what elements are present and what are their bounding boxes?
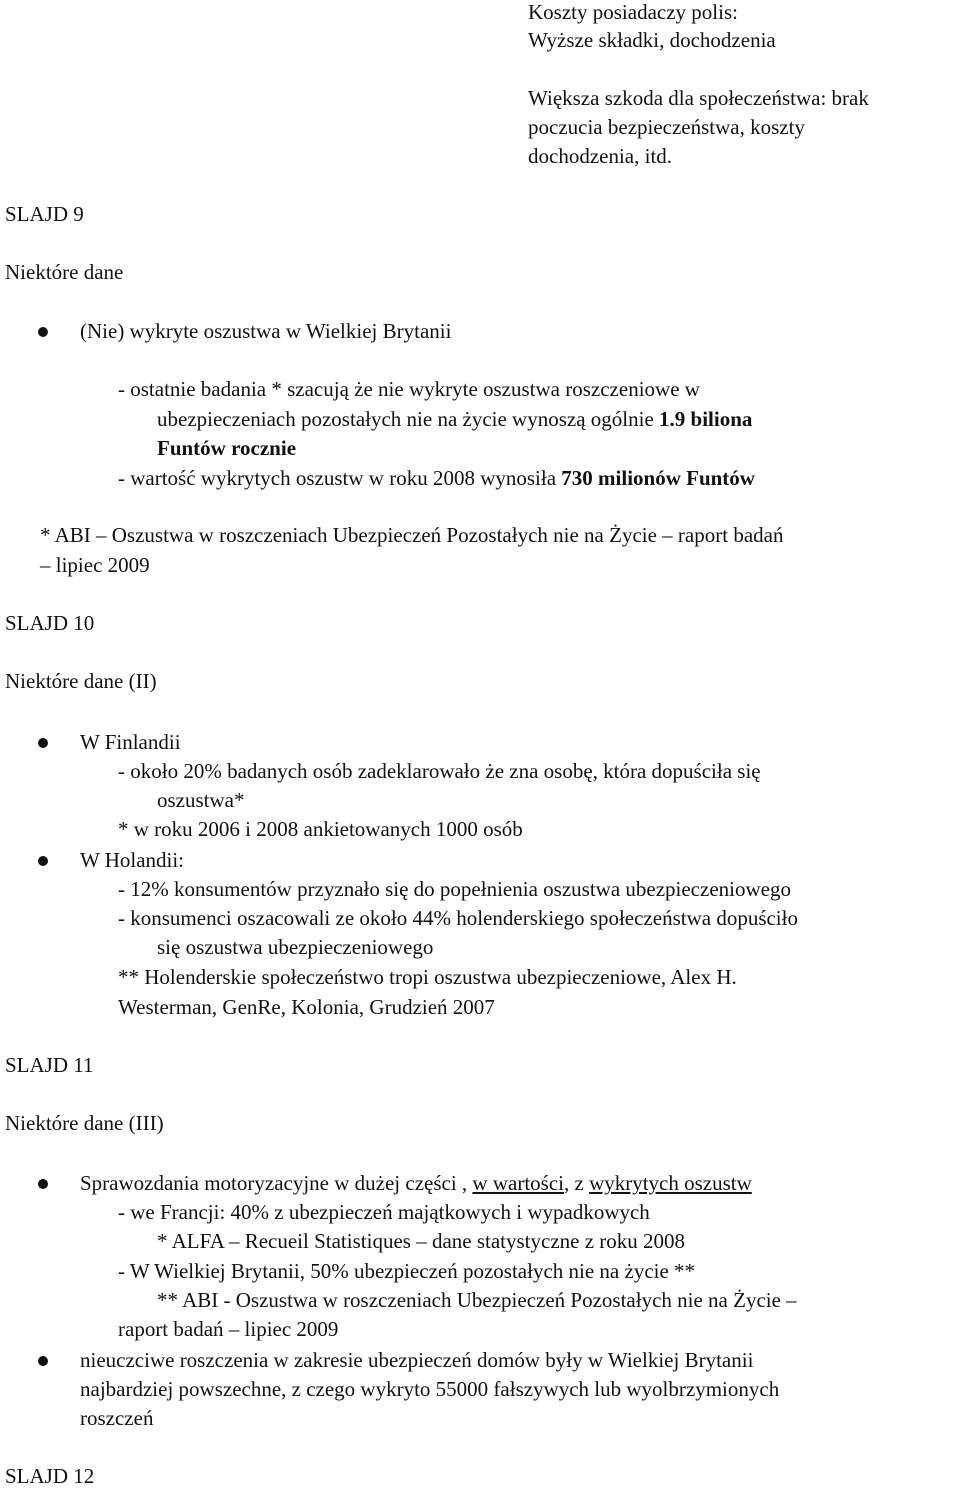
france-detail: - we Francji: 40% z ubezpieczeń majątkowych i wypadkowych	[118, 1200, 650, 1224]
slide-10-label: SLAJD 10	[5, 611, 95, 635]
finland-detail-line-1: - około 20% badanych osób zadeklarowało że zna osobę, która dopuściła się	[118, 759, 761, 783]
slide-9-title: Niektóre dane	[5, 260, 124, 284]
uk-note-line-1: ** ABI - Oszustwa w roszczeniach Ubezpieczeń Pozostałych nie na Życie –	[157, 1288, 797, 1312]
slide-11-bullet-home-claims-line-1: nieuczciwe roszczenia w zakresie ubezpieczeń domów były w Wielkiej Brytanii	[80, 1348, 754, 1372]
slide-11-label: SLAJD 11	[5, 1053, 94, 1077]
slide-9-detail-2	[118, 463, 755, 493]
top-line-4: poczucia bezpieczeństwa, koszty	[528, 115, 805, 139]
uk-note-line-2: raport badań – lipiec 2009	[118, 1317, 339, 1341]
netherlands-note-line-1: ** Holenderskie społeczeństwo tropi oszustwa ubezpieczeniowe, Alex H.	[118, 965, 737, 989]
slide-9-source-note-line-1: * ABI – Oszustwa w roszczeniach Ubezpieczeń Pozostałych nie na Życie – raport badań	[40, 523, 784, 547]
netherlands-detail-line-3: się oszustwa ubezpieczeniowego	[157, 935, 434, 959]
slide-9-detail-1-line-1: - ostatnie badania * szacują że nie wykryte oszustwa roszczeniowe w	[118, 377, 700, 401]
netherlands-detail-line-1: - 12% konsumentów przyznało się do popełnienia oszustwa ubezpieczeniowego	[118, 877, 791, 901]
slide-11-bullet-home-claims-line-3: roszczeń	[80, 1406, 154, 1430]
slide-12-label: SLAJD 12	[5, 1464, 95, 1488]
slide-11-title: Niektóre dane (III)	[5, 1111, 164, 1135]
bullet-icon	[38, 738, 48, 748]
detail-emphasis: 1.9 biliona	[659, 407, 753, 431]
slide-10-bullet-finland: W Finlandii	[80, 730, 181, 754]
bullet-icon	[38, 856, 48, 866]
slide-9-source-note-line-2: – lipiec 2009	[40, 553, 150, 577]
slide-10-bullet-netherlands: W Holandii:	[80, 848, 185, 872]
detail-text: - wartość wykrytych oszustw w roku 2008 wynosiła	[118, 466, 562, 490]
uk-detail: - W Wielkiej Brytanii, 50% ubezpieczeń pozostałych nie na życie **	[118, 1259, 696, 1283]
slide-9-bullet-1: (Nie) wykryte oszustwa w Wielkiej Brytanii	[80, 319, 452, 343]
top-line-3: Większa szkoda dla społeczeństwa: brak	[528, 86, 869, 110]
bullet-text: , z	[563, 1171, 590, 1195]
bullet-underlined-text: w wartości	[472, 1171, 564, 1195]
slide-11-bullet-motor-reports	[80, 1168, 752, 1198]
netherlands-detail-line-2: - konsumenci oszacowali ze około 44% holenderskiego społeczeństwa dopuściło	[118, 906, 798, 930]
slide-9-detail-1-line-2	[157, 404, 752, 434]
slide-9-detail-1-line-3: Funtów rocznie	[157, 436, 297, 460]
top-line-1: Koszty posiadaczy polis:	[528, 0, 738, 24]
bullet-icon	[38, 1356, 48, 1366]
slide-9-label: SLAJD 9	[5, 202, 84, 226]
finland-detail-line-2: oszustwa*	[157, 788, 245, 812]
slide-11-bullet-home-claims-line-2: najbardziej powszechne, z czego wykryto 55000 fałszywych lub wyolbrzymionych	[80, 1377, 780, 1401]
top-line-2: Wyższe składki, dochodzenia	[528, 28, 776, 52]
detail-emphasis: 730 milionów Funtów	[561, 466, 755, 490]
bullet-text: Sprawozdania motoryzacyjne w dużej części ,	[80, 1171, 473, 1195]
bullet-icon	[38, 1179, 48, 1189]
slide-10-title: Niektóre dane (II)	[5, 669, 157, 693]
france-note: * ALFA – Recueil Statistiques – dane statystyczne z roku 2008	[157, 1229, 686, 1253]
detail-text: ubezpieczeniach pozostałych nie na życie wynoszą ogólnie	[157, 407, 660, 431]
finland-note: * w roku 2006 i 2008 ankietowanych 1000 osób	[118, 817, 523, 841]
bullet-icon	[38, 327, 48, 337]
bullet-underlined-text: wykrytych oszustw	[589, 1171, 752, 1195]
top-line-5: dochodzenia, itd.	[528, 144, 673, 168]
netherlands-note-line-2: Westerman, GenRe, Kolonia, Grudzień 2007	[118, 995, 495, 1019]
